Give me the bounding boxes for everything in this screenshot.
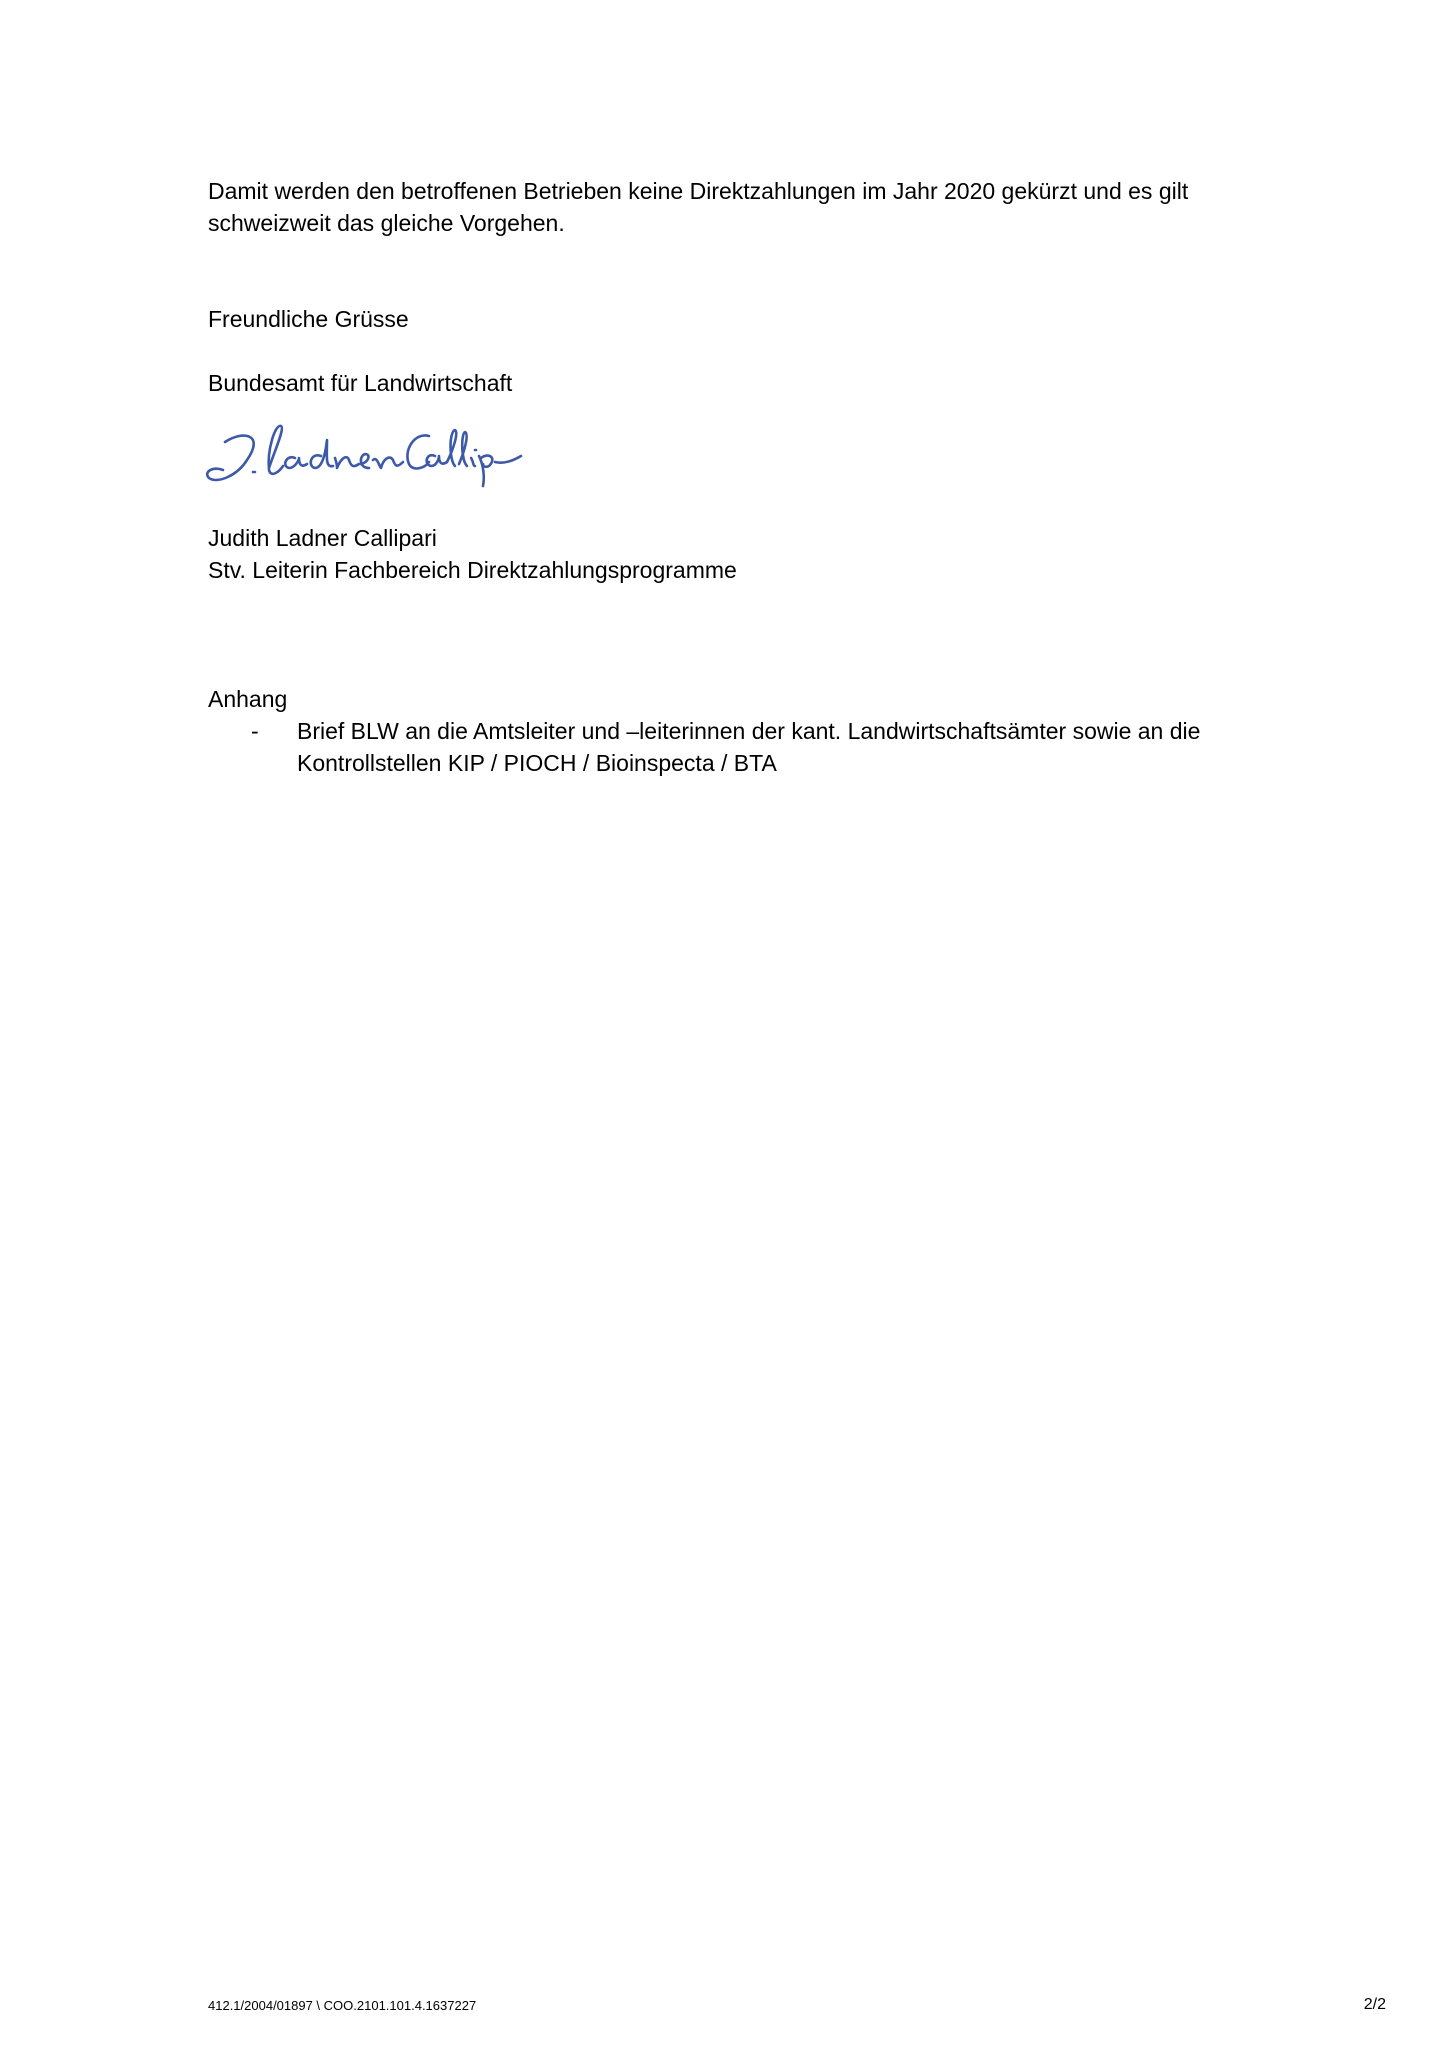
list-bullet: -: [251, 718, 259, 744]
sender-organization: Bundesamt für Landwirtschaft: [208, 370, 513, 396]
attachment-item-line-2: Kontrollstellen KIP / PIOCH / Bioinspecta / BTA: [297, 750, 777, 776]
closing-paragraph-line-2: schweizweit das gleiche Vorgehen.: [208, 210, 565, 236]
attachment-item: [208, 715, 1200, 779]
page-number: 2/2: [1363, 1996, 1386, 2013]
closing-paragraph: [208, 175, 1188, 239]
attachment-item-line-1: Brief BLW an die Amtsleiter und –leiterinnen der kant. Landwirtschaftsämter sowie an die: [297, 718, 1201, 744]
greeting: Freundliche Grüsse: [208, 306, 409, 332]
signer-name: Judith Ladner Callipari: [208, 525, 437, 551]
signature-strokes: [207, 426, 521, 486]
handwritten-signature: [203, 420, 523, 490]
attachment-heading: Anhang: [208, 686, 288, 712]
closing-paragraph-line-1: Damit werden den betroffenen Betrieben keine Direktzahlungen im Jahr 2020 gekürzt und es gilt: [208, 178, 1189, 204]
footer-reference: 412.1/2004/01897 \ COO.2101.101.4.1637227: [208, 1998, 477, 2013]
signer-role: Stv. Leiterin Fachbereich Direktzahlungsprogramme: [208, 557, 737, 583]
attachment-list: [208, 715, 1200, 779]
